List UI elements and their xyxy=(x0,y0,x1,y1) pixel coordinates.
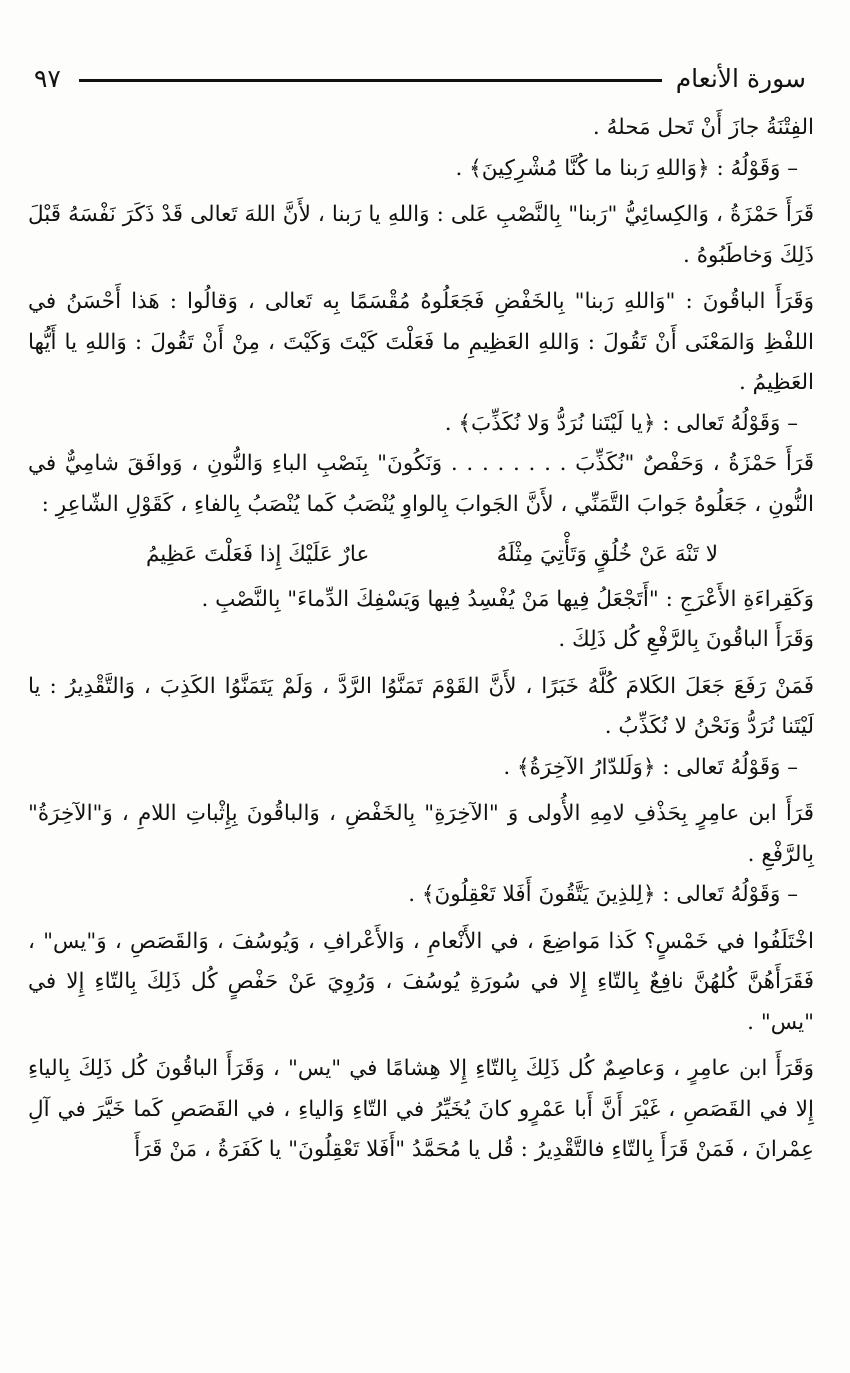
quran-citation: – وَقَوْلُهُ تَعالى : ﴿وَلَلدّارُ الآخِرَةُ﴾ . xyxy=(503,754,798,780)
quran-citation: – وَقَوْلُهُ تَعالى : ﴿يا لَيْتَنا نُرَدُّ وَلا نُكَذِّبَ﴾ . xyxy=(444,410,798,436)
quran-citation: – وَقَوْلُهُ تَعالى : ﴿لِلذِينَ يَتَّقُونَ أَفَلا تَعْقِلُونَ﴾ . xyxy=(408,882,798,907)
poetry-verse xyxy=(28,535,814,576)
surah-title: سورة الأنعام xyxy=(675,63,806,93)
page-header xyxy=(34,58,806,98)
paragraph: وَقَرَأَ الباقُونَ : "وَاللهِ رَبنا" بِالخَفْضِ فَجَعَلُوهُ مُقْسَمًا بِه تَعالى ، وَقالُوا : هَذا أَحْسَنُ في اللفْظِ وَالمَعْنَى أَنْ تَقُولَ : وَاللهِ العَظِيمِ ما فَعَلْتَ كَيْتَ وَكَيْتَ ، مِنْ أَنْ تَقُولَ : وَاللهِ يا أَيُّها العَظِيمُ . xyxy=(28,289,814,395)
paragraph: وَقَرَأَ ابن عامِرٍ ، وَعاصِمٌ كُل ذَلِكَ بِالتّاءِ إِلا هِشامًا في "يس" ، وَقَرَأَ الباقُونَ كُل ذَلِكَ بِالياءِ إِلا في القَصَصِ ، غَيْرَ أَنَّ أَبا عَمْرٍو كانَ يُخَيِّرُ في التّاءِ وَالياءِ ، في القَصَصِ كَما خَيَّرَ في آلِ عِمْرانَ ، فَمَنْ قَرَأَ بِالتّاءِ فالتَّقْدِيرُ : قُل يا مُحَمَّدُ "أَفَلا تَعْقِلُونَ" يا كَفَرَةُ ، مَنْ قَرَأَ xyxy=(28,1056,814,1162)
verse-hemistich-right: لا تَنْهَ عَنْ خُلُقٍ وَتَأْتِيَ مِثْلَهُ xyxy=(496,542,718,567)
quran-citation: – وَقَوْلُهُ : ﴿وَاللهِ رَبنا ما كُنَّا مُشْرِكِينَ﴾ . xyxy=(455,155,798,181)
paragraph: قَرَأَ حَمْزَةُ ، وَالكِسائِيُّ "رَبنا" بِالنَّصْبِ عَلى : وَاللهِ يا رَبنا ، لأَنَّ اللهَ تَعالى قَدْ ذَكَرَ نَفْسَهُ قَبْلَ ذَلِكَ وَخاطَبُوهُ . xyxy=(28,202,814,268)
paragraph: وَقَرَأَ الباقُونَ بِالرَّفْعِ كُل ذَلِكَ . xyxy=(558,627,814,652)
page-body xyxy=(28,108,814,1171)
page-number: ٩٧ xyxy=(34,63,61,93)
paragraph: اخْتَلَفُوا في خَمْسٍ؟ كَذا مَواضِعَ ، في الأَنْعامِ ، وَالأَعْرافِ ، وَيُوسُفَ ، وَالقَصَصِ ، وَ"يس" ، فَقَرَأَهُنَّ كُلهُنَّ نافِعٌ بِالتّاءِ إِلا في سُورَةِ يُوسُفَ ، وَرُوِيَ عَنْ حَفْصٍ كُل ذَلِكَ بِالتّاءِ إِلا في "يس" . xyxy=(28,928,814,1035)
verse-hemistich-left: عارٌ عَلَيْكَ إِذا فَعَلْتَ عَظِيمُ xyxy=(146,542,370,567)
paragraph: فَمَنْ رَفَعَ جَعَلَ الكَلامَ كُلَّهُ خَبَرًا ، لأَنَّ القَوْمَ تَمَنَّوُا الرَّدَّ ، وَلَمْ يَتَمَنَّوُا الكَذِبَ ، وَالتَّقْدِيرُ : يا لَيْتَنا نُرَدُّ وَنَحْنُ لا نُكَذِّبُ . xyxy=(28,673,814,739)
paragraph: قَرَأَ ابن عامِرٍ بِحَذْفِ لامِهِ الأُولى وَ "الآخِرَةِ" بِالخَفْضِ ، وَالباقُونَ بِإِثْباتِ اللامِ ، وَ"الآخِرَةُ" بِالرَّفْعِ . xyxy=(28,801,814,867)
header-rule xyxy=(79,79,662,82)
paragraph: قَرَأَ حَمْزَةُ ، وَحَفْصٌ "نُكَذِّبَ . . . . . . . . وَنَكُونَ" بِنَصْبِ الباءِ وَالنُّونِ ، وَوافَقَ شامِيٌّ في النُّونِ ، جَعَلُوهُ جَوابَ التَّمَنِّي ، لأَنَّ الجَوابَ بِالواوِ يُنْصَبُ كَما يُنْصَبُ بِالفاءِ ، كَقَوْلِ الشّاعِرِ : xyxy=(28,451,814,517)
paragraph: الفِتْنَةُ جازَ أَنْ تَحل مَحلهُ . xyxy=(592,115,814,140)
paragraph: وَكَقِراءَةِ الأَعْرَجِ : "أَتَجْعَلُ فِيها مَنْ يُفْسِدُ فِيها وَيَسْفِكَ الدِّماءَ" بِالنَّصْبِ . xyxy=(201,586,814,612)
